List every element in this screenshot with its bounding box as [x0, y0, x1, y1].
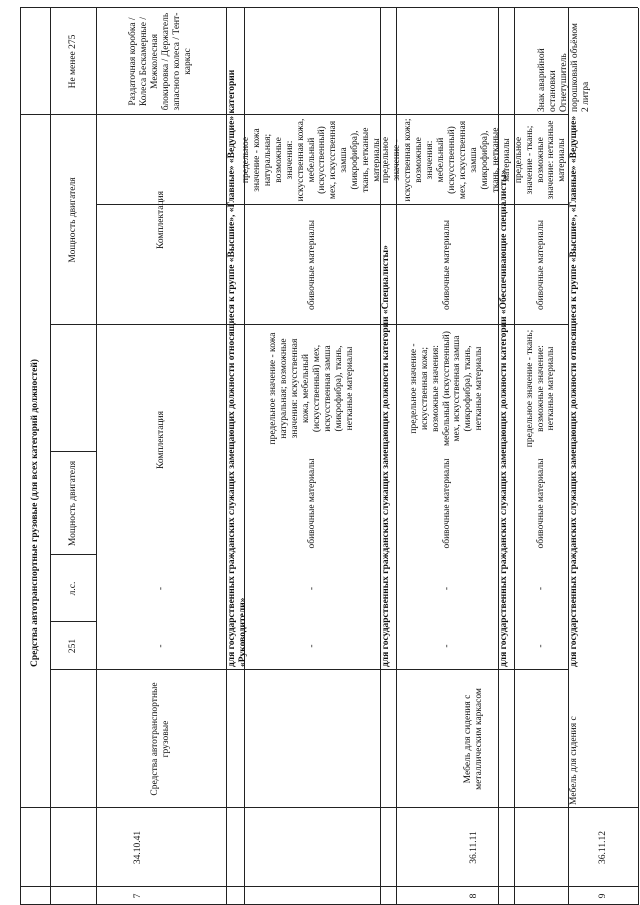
- row9-num: 9: [597, 893, 608, 899]
- row7-param2: Мощность двигателя: [67, 177, 78, 263]
- row7-limit2: Раздаточная коробка / Колеса Бескамерные / Межколесная блокировка / Держатель запасного колеса / Тент-каркас: [128, 12, 193, 111]
- row7-param2-val: Комплектация: [155, 191, 166, 249]
- row8-dash1: -: [441, 644, 452, 648]
- section-vehicles: Средства автотранспортные грузовые (для всех категорий должностей): [29, 359, 40, 667]
- row8-num: 8: [468, 893, 479, 899]
- row7-unit: л.с.: [67, 581, 78, 596]
- row7-param1: Мощность двигателя: [67, 460, 78, 547]
- row7b-mat2: обивочные материалы: [306, 220, 317, 310]
- row7-limit1: Не менее 275: [67, 34, 78, 89]
- row7-unit-code: 251: [67, 638, 78, 654]
- row8-dash2: -: [441, 586, 452, 591]
- row8-mat-limit2: предельное значение - искусственная кожа; возможные значения: мебельный (искусственный) мех, искусственная замша (микрофибра), ткань, нетканые материалы: [381, 118, 512, 202]
- row7-name: Средства автотранспортные грузовые: [150, 682, 171, 796]
- row8b-mat2: обивочные материалы: [535, 220, 546, 310]
- row7b-dash2: -: [306, 586, 317, 591]
- row7-num: 7: [132, 893, 143, 899]
- row7-code: 34.10.41: [132, 830, 143, 865]
- row7b-mat-limit2: предельное значение - кожа натуральная; возможные значения: искусственная кожа, мебельный (искусственный) мех, искусственная замша (микрофибра), ткань, нетканые материалы: [241, 118, 383, 202]
- row8b-mat-limit: предельное значение - ткань; возможные значение: нетканые материалы: [524, 329, 557, 448]
- row-line-k: [638, 8, 639, 905]
- row8b-dash1: -: [535, 644, 546, 648]
- row9-code: 36.11.12: [597, 831, 608, 864]
- section-row9: для государственных гражданских служащих замещающих должности относящиеся к группе «Высшие», «Главные» «Ведущие»: [569, 115, 579, 667]
- row7b-mat-limit: предельное значение - кожа натуральная; возможные значения: искусственная кожа, мебельный (искусственный) мех, искусственная замша (микрофибра), ткань, нетканые материалы: [268, 332, 355, 445]
- row7-param1-val: Комплектация: [155, 411, 166, 469]
- row8b-mat: обивочные материалы: [535, 458, 546, 549]
- row8-name: Мебель для сидения с металлическим каркасом: [463, 688, 484, 790]
- row8-mat: обивочные материалы: [441, 458, 452, 549]
- row8-mat-limit: предельное значение - искусственная кожа; возможные значения: мебельный (искусственный) мех, искусственная замша (микрофибра), ткань, нетканые материалы: [408, 331, 485, 446]
- row7b-mat: обивочные материалы: [306, 458, 317, 549]
- row7-dash1: -: [155, 644, 166, 648]
- row9-name: Мебель для сидения с: [569, 716, 579, 805]
- row8b-mat-limit2: предельное значение - ткань; возможные значение: нетканые материалы: [513, 120, 568, 200]
- section-support: для государственных гражданских служащих замещающих должности категории «Обеспечивающие специалисты»: [499, 169, 509, 667]
- row8-code: 36.11.11: [468, 831, 479, 864]
- row8b-dash2: -: [535, 586, 546, 591]
- top-row-text: Знак аварийной остановки Огнетушитель порошковый объёмом 2 литра: [537, 23, 591, 112]
- row8-mat2: обивочные материалы: [441, 220, 452, 310]
- row7-dash2: -: [155, 586, 166, 591]
- section-leaders: для государственных гражданских служащих замещающих должности относящиеся к группе «Высшие», «Главные» «Ведущие» категории «Руководители»: [227, 69, 248, 667]
- row7b-dash1: -: [306, 644, 317, 648]
- section-specialists: для государственных гражданских служащих замещающих должности категории «Специалисты»: [381, 245, 391, 667]
